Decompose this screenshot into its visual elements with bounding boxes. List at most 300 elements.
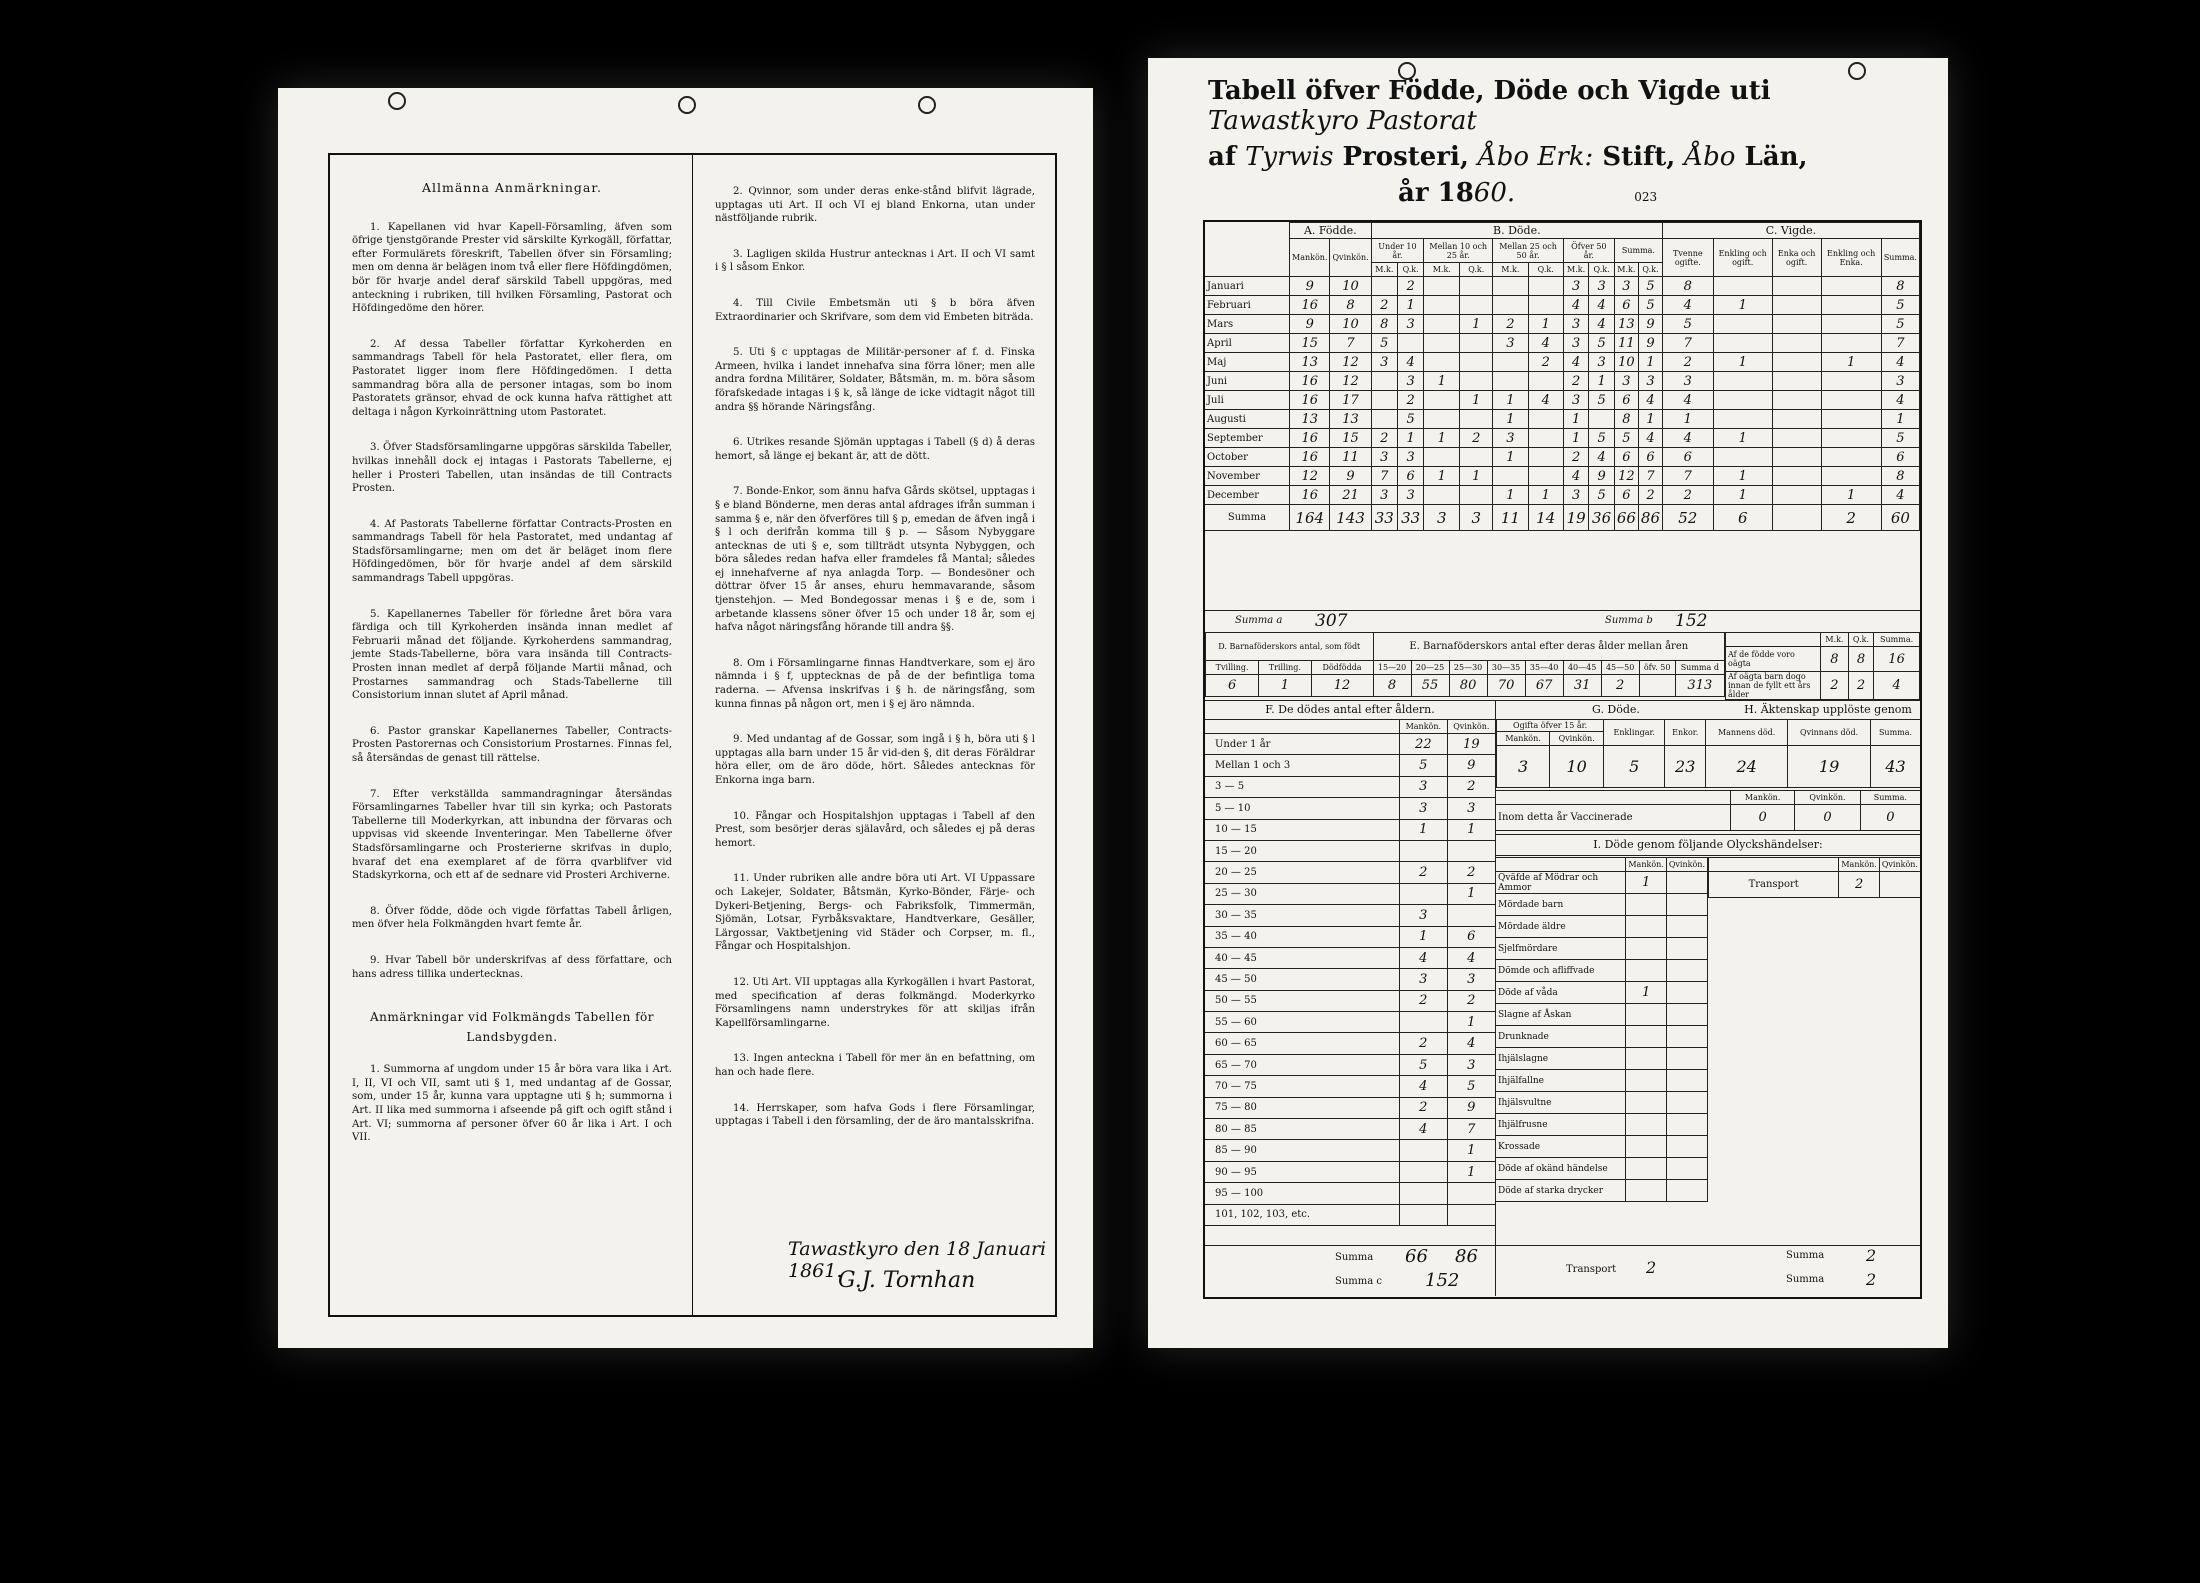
vacc-value: 0: [1731, 805, 1795, 831]
died-value: 3: [1589, 353, 1614, 372]
died-value: 1: [1424, 372, 1460, 391]
died-value: 4: [1563, 467, 1588, 486]
vaccinerade-table: [1496, 790, 1920, 831]
died-value: 3: [1493, 334, 1528, 353]
table-row: [1205, 1012, 1495, 1033]
statistics-grid: [1203, 220, 1922, 1299]
section-b-header: B. Döde.: [1371, 223, 1662, 239]
died-value: 4: [1563, 296, 1588, 315]
died-value: 3: [1397, 486, 1423, 505]
mother-age-value: 70: [1487, 675, 1525, 697]
table-row: [1205, 486, 1920, 505]
died-value: 1: [1563, 410, 1588, 429]
died-value: 6: [1638, 448, 1662, 467]
accident-label: Sjelfmördare: [1496, 938, 1626, 960]
age-label: 40 — 45: [1205, 947, 1400, 968]
birth-type-value: 12: [1311, 675, 1373, 697]
accident-value: [1666, 916, 1707, 938]
died-value: 3: [1371, 486, 1397, 505]
mother-age-value: 313: [1675, 675, 1724, 697]
died-value: 5: [1638, 277, 1662, 296]
accident-label: Döde af okänd händelse: [1496, 1158, 1626, 1180]
accident-label: Qväfde af Mödrar och Ammor: [1496, 872, 1626, 894]
died-value: 1: [1528, 315, 1563, 334]
table-row: [1205, 448, 1920, 467]
died-value: 1: [1493, 391, 1528, 410]
died-value: 8: [1371, 315, 1397, 334]
age-value: [1400, 840, 1448, 861]
died-value: [1460, 448, 1493, 467]
instruction-paragraph: 5. Kapellanernes Tabeller för förledne året böra vara färdiga och till Kyrkoherden insända innan medlet af Februarii månad det följande. Kyrkoherdens sammandrag, jemte Stads-Tabellerne, böra vara insända till Contracts-Prosten innan medlet af derpå följande Martii månad, och Prostarnes sammandrag och Stads-Tabellerne till Consistorium innan slutet af April månad.: [352, 608, 672, 702]
age-value: 9: [1447, 755, 1495, 776]
summa-row: [1205, 505, 1920, 531]
died-value: [1528, 277, 1563, 296]
accident-value: [1666, 1004, 1707, 1026]
age-header-mankon: Mankön.: [1400, 720, 1448, 734]
died-value: 4: [1397, 353, 1423, 372]
age-range-header: 20—25: [1411, 661, 1449, 675]
married-value: 7: [1881, 334, 1919, 353]
died-value: 3: [1614, 372, 1638, 391]
binding-hole: [388, 92, 406, 110]
died-value: [1424, 315, 1460, 334]
table-row: [1205, 296, 1920, 315]
h-value: 43: [1871, 746, 1920, 788]
age-value: 9: [1447, 1097, 1495, 1118]
age-table: [1205, 719, 1495, 1226]
summa-value: [1772, 505, 1821, 531]
born-value: 10: [1330, 315, 1371, 334]
table-row: [1205, 1033, 1495, 1054]
month-label: Februari: [1205, 296, 1290, 315]
age-value: 3: [1400, 798, 1448, 819]
born-value: 16: [1290, 448, 1330, 467]
died-value: 5: [1589, 486, 1614, 505]
summa-value: 164: [1290, 505, 1330, 531]
accident-summa: [1496, 1245, 1920, 1296]
table-row: [1205, 1183, 1495, 1204]
age-value: 3: [1400, 905, 1448, 926]
accident-value: [1666, 894, 1707, 916]
married-value: [1713, 372, 1772, 391]
born-value: 9: [1290, 277, 1330, 296]
age-label: 60 — 65: [1205, 1033, 1400, 1054]
summa-b-value: 152: [1675, 611, 1708, 631]
g-value: 5: [1604, 746, 1665, 788]
instruction-paragraph: 9. Med undantag af de Gossar, som ingå i § h, böra uti § l upptagas alla barn under 15 år vid-den §, dit deras Föräldrar höra eller, om de äro döde, hört. Således antecknas för Enkorna inga barn.: [715, 734, 1035, 786]
month-label: Juli: [1205, 391, 1290, 410]
mother-age-value: 2: [1601, 675, 1639, 697]
died-value: [1371, 277, 1397, 296]
age-summa-label: Summa: [1335, 1252, 1374, 1263]
died-value: [1493, 467, 1528, 486]
summa-value: 3: [1424, 505, 1460, 531]
table-row: [1205, 776, 1495, 797]
section-c-header: C. Vigde.: [1663, 223, 1920, 239]
vacc-label: Inom detta år Vaccinerade: [1496, 805, 1731, 831]
title-stift-handwritten: Åbo Erk:: [1478, 142, 1594, 172]
accident-label: Drunknade: [1496, 1026, 1626, 1048]
married-value: 5: [1881, 296, 1919, 315]
gh-table: [1496, 719, 1920, 788]
age-label: 80 — 85: [1205, 1119, 1400, 1140]
age-label: 25 — 30: [1205, 883, 1400, 904]
died-value: 3: [1397, 372, 1423, 391]
age-range-header: Summa d: [1675, 661, 1724, 675]
died-value: 1: [1460, 467, 1493, 486]
died-value: 1: [1397, 296, 1423, 315]
ogifte-label-1: Af de födde voro oägta: [1726, 647, 1821, 672]
accident-value: [1666, 1092, 1707, 1114]
married-value: [1821, 277, 1881, 296]
age-value: 2: [1400, 862, 1448, 883]
h-value: 19: [1788, 746, 1871, 788]
died-value: 4: [1589, 296, 1614, 315]
g-header-enkor: Enkor.: [1665, 720, 1706, 746]
age-label: 45 — 50: [1205, 969, 1400, 990]
died-value: 3: [1614, 277, 1638, 296]
age-value: [1400, 1183, 1448, 1204]
age-value: 1: [1400, 819, 1448, 840]
died-value: [1460, 353, 1493, 372]
accident-header-mankon: Mankön.: [1626, 858, 1666, 872]
g-header-enklingar: Enklingar.: [1604, 720, 1665, 746]
instruction-paragraph: 4. Till Civile Embetsmän uti § b böra äfven Extraordinarier och Skrifvare, som dem vid Embeten biträda.: [715, 297, 1035, 323]
left-page: [278, 88, 1093, 1348]
married-value: [1772, 391, 1821, 410]
died-value: 4: [1528, 391, 1563, 410]
header-mk: M.k.: [1563, 263, 1588, 277]
age-range-header: 35—40: [1525, 661, 1563, 675]
accident-summa-value-2: 2: [1866, 1270, 1877, 1289]
age-value: 5: [1400, 755, 1448, 776]
section-gh: [1496, 700, 1920, 791]
accident-transport-table: [1708, 857, 1920, 898]
table-row: [1205, 334, 1920, 353]
summa-value: 60: [1881, 505, 1919, 531]
age-label: 30 — 35: [1205, 905, 1400, 926]
vacc-value: 0: [1860, 805, 1920, 831]
summa-value: 3: [1460, 505, 1493, 531]
summa-value: 36: [1589, 505, 1614, 531]
header-mk: M.k.: [1493, 263, 1528, 277]
transport-bottom-value: 2: [1646, 1258, 1657, 1277]
month-label: Augusti: [1205, 410, 1290, 429]
summa-value: 2: [1821, 505, 1881, 531]
born-value: 7: [1330, 334, 1371, 353]
married-value: [1772, 353, 1821, 372]
accident-value: [1626, 1114, 1666, 1136]
table-row: [1496, 1158, 1708, 1180]
title-parish: Tawastkyro Pastorat: [1208, 106, 1477, 136]
header-enka-ogift: Enka och ogift.: [1772, 239, 1821, 277]
died-value: 1: [1493, 448, 1528, 467]
married-value: 1: [1713, 486, 1772, 505]
age-value: 4: [1400, 1076, 1448, 1097]
mother-age-value: 55: [1411, 675, 1449, 697]
accident-summa-label: Summa: [1786, 1250, 1825, 1261]
died-value: [1493, 353, 1528, 372]
header-qk: Q.k.: [1397, 263, 1423, 277]
age-label: 3 — 5: [1205, 776, 1400, 797]
died-value: 13: [1614, 315, 1638, 334]
married-value: [1713, 391, 1772, 410]
died-value: 3: [1563, 334, 1588, 353]
header-summa: Summa.: [1614, 239, 1662, 263]
month-label: September: [1205, 429, 1290, 448]
age-value: 6: [1447, 926, 1495, 947]
age-range-header: 15—20: [1373, 661, 1411, 675]
died-value: 6: [1614, 391, 1638, 410]
g-header-mankon: Mankön.: [1497, 732, 1550, 746]
header-enkling-ogift: Enkling och ogift.: [1713, 239, 1772, 277]
mother-age-value: 80: [1449, 675, 1487, 697]
month-label: Maj: [1205, 353, 1290, 372]
age-label: 50 — 55: [1205, 990, 1400, 1011]
accident-value: [1666, 1026, 1707, 1048]
accident-value: [1666, 1180, 1707, 1202]
signature-place-date: Tawastkyro den 18 Januari 1861.: [788, 1238, 1047, 1282]
title-af: af: [1208, 142, 1237, 172]
died-value: 9: [1638, 315, 1662, 334]
age-value: [1400, 1204, 1448, 1225]
married-value: 2: [1663, 353, 1714, 372]
died-value: [1528, 448, 1563, 467]
born-value: 21: [1330, 486, 1371, 505]
age-value: 4: [1447, 947, 1495, 968]
g-header-ogifta: Ogifta öfver 15 år.: [1497, 720, 1604, 732]
header-qvinkon: Qvinkön.: [1330, 239, 1371, 277]
g-value: 23: [1665, 746, 1706, 788]
section-i: [1496, 834, 1920, 1296]
age-label: 75 — 80: [1205, 1097, 1400, 1118]
born-value: 16: [1290, 486, 1330, 505]
born-value: 12: [1290, 467, 1330, 486]
married-value: [1821, 410, 1881, 429]
accident-value: [1666, 1158, 1707, 1180]
title-stift: Stift,: [1602, 142, 1676, 172]
instruction-paragraph: 1. Kapellanen vid hvar Kapell-Församling, äfven som öfrige tjenstgörande Prester vid särskilte Kyrkogäll, författar, efter Formulärets föreskrift, Tabellen öfver sin Församling; men om denna är belägen inom två eller flere Höfdingdömen, bör för hvarje andel deraf särskild Tabell uppgöras, med anteckning i rubriken, till hvilken Församling, Pastorat och Höfdingedöme den hörer.: [352, 221, 672, 315]
married-value: 1: [1713, 353, 1772, 372]
age-value: 7: [1447, 1119, 1495, 1140]
married-value: [1772, 410, 1821, 429]
instruction-paragraph: 5. Uti § c upptagas de Militär-personer af f. d. Finska Armeen, hvilka i landet innehafva sina förra löner; men alle andra fordna Militärer, Soldater, Båtsmän, m. m. böra såsom förafskedade intagas i § k, så länge de icke vidtagit något till andra §§ hörande Näringsfång.: [715, 347, 1035, 413]
accident-value: [1626, 1180, 1666, 1202]
instruction-paragraph: 2. Qvinnor, som under deras enke-stånd blifvit lägrade, upptagas uti Art. II och VI ej bland Enkorna, utan under nästföljande rubrik.: [715, 186, 1035, 225]
ogifte-value: 8: [1821, 647, 1849, 672]
died-value: 4: [1528, 334, 1563, 353]
died-value: [1397, 334, 1423, 353]
age-value: [1400, 1012, 1448, 1033]
age-value: 2: [1400, 990, 1448, 1011]
summa-a-label: Summa a: [1235, 615, 1283, 626]
married-value: [1713, 277, 1772, 296]
section-de-table: [1205, 632, 1725, 697]
table-row: [1496, 1004, 1708, 1026]
accident-value: [1626, 1070, 1666, 1092]
died-value: 7: [1371, 467, 1397, 486]
table-row: [1205, 315, 1920, 334]
married-value: 8: [1881, 277, 1919, 296]
accident-value: [1626, 1004, 1666, 1026]
married-value: 2: [1663, 486, 1714, 505]
age-label: Under 1 år: [1205, 734, 1400, 755]
married-value: 5: [1663, 315, 1714, 334]
born-value: 17: [1330, 391, 1371, 410]
table-row: [1496, 1026, 1708, 1048]
instructions-heading-2: Anmärkningar vid Folkmängds Tabellen för Landsbygden.: [369, 1010, 655, 1045]
married-value: [1713, 315, 1772, 334]
died-value: 3: [1563, 486, 1588, 505]
died-value: [1460, 486, 1493, 505]
section-h-header: H. Äktenskap upplöste genom: [1744, 703, 1912, 716]
title-lan-handwritten: Åbo: [1684, 142, 1736, 172]
died-value: 2: [1460, 429, 1493, 448]
age-label: 85 — 90: [1205, 1140, 1400, 1161]
married-value: 4: [1663, 296, 1714, 315]
table-row: [1205, 410, 1920, 429]
married-value: 6: [1881, 448, 1919, 467]
accident-label: Ihjälsvultne: [1496, 1092, 1626, 1114]
month-label: Januari: [1205, 277, 1290, 296]
header-25-50: Mellan 25 och 50 år.: [1493, 239, 1564, 263]
table-row: [1205, 1161, 1495, 1182]
born-value: 15: [1290, 334, 1330, 353]
h-header-summa: Summa.: [1871, 720, 1920, 746]
header-enkling-enka: Enkling och Enka.: [1821, 239, 1881, 277]
ogifte-value: 2: [1848, 672, 1873, 700]
age-label: 90 — 95: [1205, 1161, 1400, 1182]
header-trilling: Trilling.: [1259, 661, 1311, 675]
page-number: 023: [1634, 190, 1658, 204]
died-value: 1: [1424, 429, 1460, 448]
signature-name: G.J. Tornhan: [838, 1268, 976, 1293]
binding-hole: [678, 96, 696, 114]
married-value: [1821, 467, 1881, 486]
vacc-header-qvinkon: Qvinkön.: [1795, 791, 1860, 805]
married-value: [1713, 448, 1772, 467]
accident-label: Mördade äldre: [1496, 916, 1626, 938]
accident-summa-label-2: Summa: [1786, 1274, 1825, 1285]
died-value: [1371, 391, 1397, 410]
died-value: [1424, 334, 1460, 353]
summa-b-label: Summa b: [1605, 615, 1653, 626]
right-page: [1148, 58, 1948, 1348]
ogifte-header-mk: M.k.: [1821, 633, 1849, 647]
table-row: [1205, 1076, 1495, 1097]
table-row: [1496, 872, 1708, 894]
born-value: 8: [1330, 296, 1371, 315]
accident-label: Mördade barn: [1496, 894, 1626, 916]
age-label: 95 — 100: [1205, 1183, 1400, 1204]
married-value: 5: [1881, 315, 1919, 334]
header-mk: M.k.: [1424, 263, 1460, 277]
table-row: [1496, 1180, 1708, 1202]
section-e-header: E. Barnaföderskors antal efter deras ålder mellan åren: [1373, 633, 1724, 661]
accident-label: Slagne af Åskan: [1496, 1004, 1626, 1026]
age-value: 4: [1400, 947, 1448, 968]
accident-value: [1666, 1070, 1707, 1092]
instruction-paragraph: 7. Efter verkställda sammandragningar återsändas Församlingarnes Tabeller hvar till sin kyrka; och Pastorats Tabellerne till Moderkyrkan, att inbundna der förvaras och uppvisas vid skeende Inventeringar. Men Tabellerne öfver Stadsförsamlingarne och Prosterierne skrifvas in duplo, hvaraf det ena exemplaret af de förra qvarblifver vid Stadskyrkorna, och ett af de sednare vid Prosteri Archiverne.: [352, 788, 672, 882]
married-value: 4: [1881, 391, 1919, 410]
section-d-header: D. Barnaföderskors antal, som födt: [1206, 633, 1374, 661]
born-value: 16: [1290, 429, 1330, 448]
accident-value: [1666, 1114, 1707, 1136]
died-value: [1424, 277, 1460, 296]
age-value: 1: [1400, 926, 1448, 947]
monthly-table: [1205, 222, 1920, 531]
header-tvenne: Tvenne ogifte.: [1663, 239, 1714, 277]
table-row: [1496, 982, 1708, 1004]
summa-value: 143: [1330, 505, 1371, 531]
form-title: [1208, 76, 1908, 208]
married-value: [1821, 334, 1881, 353]
table-row: [1496, 938, 1708, 960]
died-value: 3: [1371, 353, 1397, 372]
died-value: [1528, 296, 1563, 315]
died-value: 6: [1614, 486, 1638, 505]
table-row: [1205, 1054, 1495, 1075]
header-qk: Q.k.: [1638, 263, 1662, 277]
instructions-column-right: [693, 155, 1055, 1315]
age-value: 3: [1447, 798, 1495, 819]
died-value: [1460, 410, 1493, 429]
age-value: 3: [1400, 776, 1448, 797]
header-tvilling: Tvilling.: [1206, 661, 1259, 675]
title-prefix: Tabell öfver Födde, Döde och Vigde uti: [1208, 76, 1771, 106]
header-over50: Öfver 50 år.: [1563, 239, 1614, 263]
table-row: [1205, 990, 1495, 1011]
age-value: 1: [1447, 1012, 1495, 1033]
died-value: [1460, 334, 1493, 353]
transport-header-mankon: Mankön.: [1839, 858, 1879, 872]
married-value: 1: [1821, 486, 1881, 505]
died-value: [1371, 372, 1397, 391]
born-value: 16: [1290, 391, 1330, 410]
vacc-header-mankon: Mankön.: [1731, 791, 1795, 805]
accident-label: Ihjälslagne: [1496, 1048, 1626, 1070]
born-value: 13: [1290, 410, 1330, 429]
died-value: 2: [1397, 391, 1423, 410]
table-row: [1496, 916, 1708, 938]
age-value: [1447, 840, 1495, 861]
age-value: [1400, 1140, 1448, 1161]
month-label: April: [1205, 334, 1290, 353]
summa-value: 14: [1528, 505, 1563, 531]
age-value: 2: [1400, 1033, 1448, 1054]
mother-age-value: [1639, 675, 1675, 697]
died-value: 7: [1638, 467, 1662, 486]
accident-value: [1666, 1048, 1707, 1070]
accident-value: [1626, 916, 1666, 938]
accident-value: [1666, 938, 1707, 960]
month-label: December: [1205, 486, 1290, 505]
born-value: 11: [1330, 448, 1371, 467]
summa-value: 33: [1397, 505, 1423, 531]
mother-age-value: 67: [1525, 675, 1563, 697]
age-label: 70 — 75: [1205, 1076, 1400, 1097]
died-value: 8: [1614, 410, 1638, 429]
accident-value: [1626, 1136, 1666, 1158]
summa-ab-row: [1205, 610, 1920, 633]
instruction-paragraph: 8. Öfver födde, döde och vigde författas Tabell årligen, men öfver hela Folkmängden hvart femte år.: [352, 905, 672, 931]
instruction-paragraph: 6. Pastor granskar Kapellanernes Tabeller, Contracts-Prosten Pastorernas och Consistorium Prostarnes. Finnas fel, så återsändas de genast till rättelse.: [352, 725, 672, 764]
header-summa-c: Summa.: [1881, 239, 1919, 277]
age-range-header: 30—35: [1487, 661, 1525, 675]
died-value: 1: [1528, 486, 1563, 505]
ogifte-value: 16: [1874, 647, 1920, 672]
died-value: [1424, 353, 1460, 372]
